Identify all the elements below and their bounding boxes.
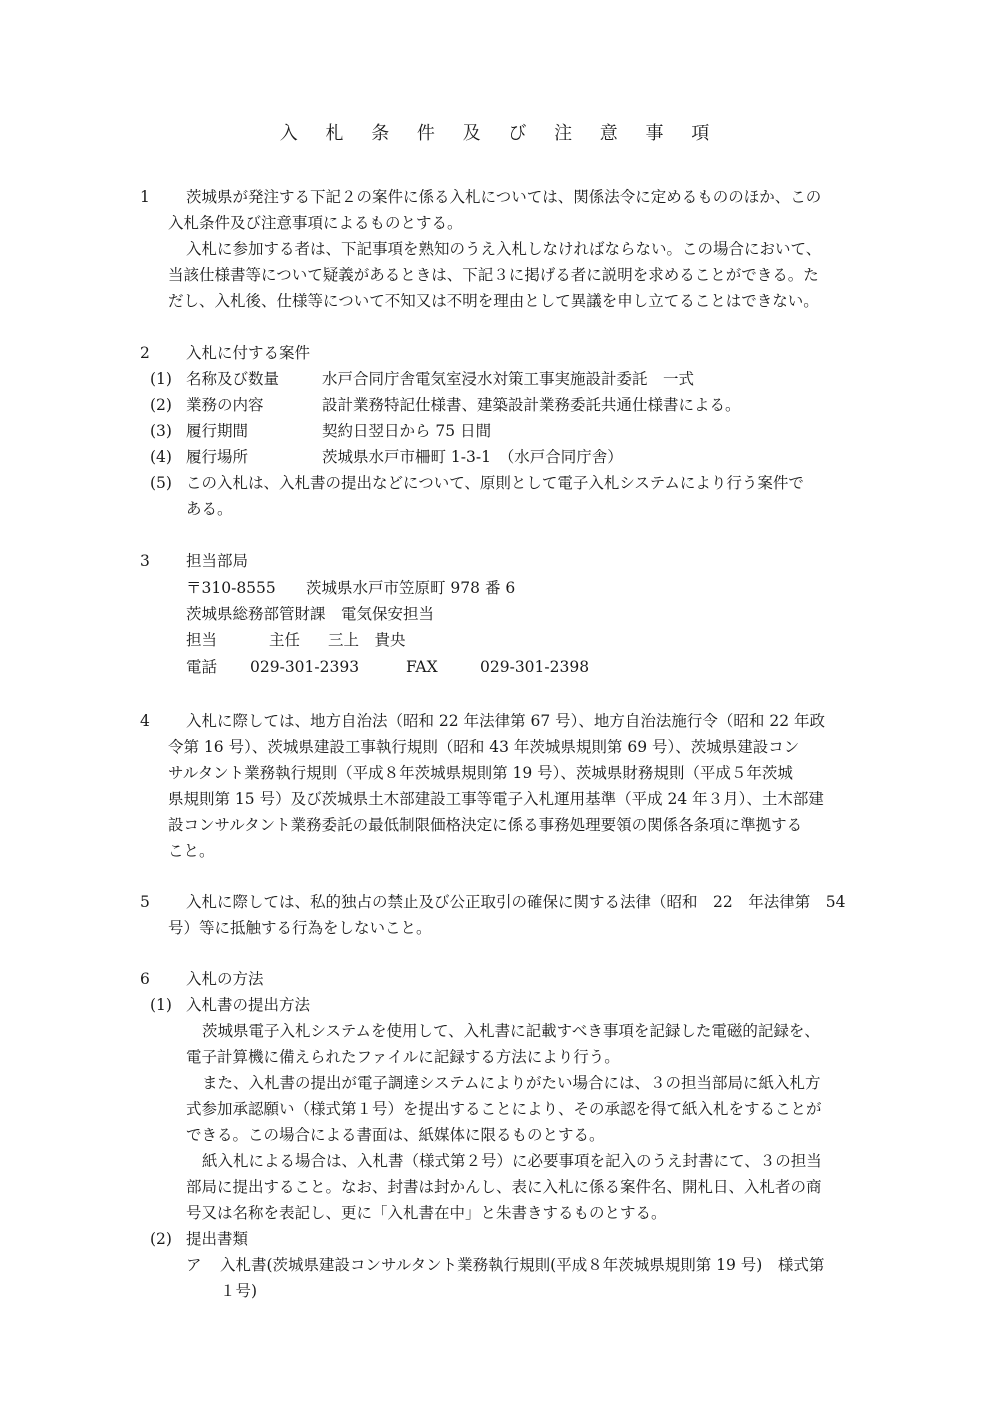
- sub-1-line: 式参加承認願い（様式第１号）を提出することにより、その承認を得て紙入札をすることが: [186, 1100, 822, 1118]
- item-mark: (4): [150, 448, 172, 466]
- item-mark: (1): [150, 370, 172, 388]
- contact-phone: [186, 654, 589, 680]
- sub-1-line: 部局に提出すること。なお、封書は封かんし、表に入札に係る案件名、開札日、入札者の商: [186, 1178, 822, 1196]
- sub-1-line: 号又は名称を表記し、更に「入札書在中」と朱書きするものとする。: [186, 1204, 667, 1222]
- contact-person: [186, 627, 406, 653]
- section-4-line: 入札に際しては、地方自治法（昭和 22 年法律第 67 号）、地方自治法施行令（昭和 22 年政: [186, 712, 825, 730]
- sub-1-line: できる。この場合による書面は、紙媒体に限るものとする。: [186, 1126, 605, 1144]
- section-4-line: 設コンサルタント業務委託の最低制限価格決定に係る事務処理要領の関係各条項に準拠する: [168, 816, 803, 834]
- section-4-line: サルタント業務執行規則（平成８年茨城県規則第 19 号）、茨城県財務規則（平成５年茨城: [168, 764, 793, 782]
- section-1-line: だし、入札後、仕様等について不知又は不明を理由として異議を申し立てることはできない。: [168, 292, 819, 310]
- list-item-line: １号): [220, 1282, 258, 1300]
- section-4-number: 4: [140, 712, 150, 730]
- sub-heading: 提出書類: [186, 1230, 249, 1248]
- item-5-line: ある。: [186, 500, 233, 518]
- street-address: 茨城県水戸市笠原町 978 番 6: [306, 579, 516, 597]
- item-label: 業務の内容: [186, 396, 264, 414]
- tel-number: 029-301-2393: [250, 658, 360, 676]
- contact-address: [186, 575, 515, 601]
- section-1-line: 当該仕様書等について疑義があるときは、下記３に掲げる者に説明を求めることができる。た: [168, 266, 819, 284]
- sub-heading: 入札書の提出方法: [186, 996, 311, 1014]
- section-4-line: 令第 16 号）、茨城県建設工事執行規則（昭和 43 年茨城県規則第 69 号）、茨城県建設コン: [168, 738, 800, 756]
- sub-1-line: また、入札書の提出が電子調達システムによりがたい場合には、３の担当部局に紙入札方: [202, 1074, 821, 1092]
- item-name-quantity: [186, 366, 694, 392]
- section-1-line: 入札に参加する者は、下記事項を熟知のうえ入札しなければならない。この場合において、: [186, 240, 822, 258]
- section-5-number: 5: [140, 893, 150, 911]
- item-mark: (2): [150, 396, 172, 414]
- item-location: [186, 444, 623, 470]
- list-mark: ア: [186, 1256, 202, 1274]
- item-value: 設計業務特記仕様書、建築設計業務委託共通仕様書による。: [322, 396, 741, 414]
- list-item-line: 入札書(茨城県建設コンサルタント業務執行規則(平成８年茨城県規則第 19 号) 様式第: [220, 1256, 825, 1274]
- item-work-content: [186, 392, 741, 418]
- postal-code: 〒310-8555: [186, 579, 276, 597]
- item-label: 履行場所: [186, 448, 249, 466]
- item-mark: (5): [150, 474, 172, 492]
- item-label: 名称及び数量: [186, 370, 280, 388]
- item-mark: (3): [150, 422, 172, 440]
- section-6-heading: 入札の方法: [186, 970, 264, 988]
- section-5-line: 号）等に抵触する行為をしないこと。: [168, 919, 432, 937]
- sub-1-line: 茨城県電子入札システムを使用して、入札書に記載すべき事項を記録した電磁的記録を、: [202, 1022, 820, 1040]
- item-label: 履行期間: [186, 422, 249, 440]
- section-2-number: 2: [140, 344, 150, 362]
- contact-department: 茨城県総務部管財課 電気保安担当: [186, 605, 435, 623]
- item-value: 契約日翌日から 75 日間: [322, 422, 492, 440]
- sub-1-line: 紙入札による場合は、入札書（様式第２号）に必要事項を記入のうえ封書にて、３の担当: [202, 1152, 822, 1170]
- item-value: 水戸合同庁舎電気室浸水対策工事実施設計委託 一式: [322, 370, 695, 388]
- section-5-line: 入札に際しては、私的独占の禁止及び公正取引の確保に関する法律（昭和 22 年法律第 54: [186, 893, 846, 911]
- fax-label: FAX: [406, 658, 438, 676]
- section-2-heading: 入札に付する案件: [186, 344, 311, 362]
- sub-1-line: 電子計算機に備えられたファイルに記録する方法により行う。: [186, 1048, 620, 1066]
- person-name: 三上 貴央: [328, 631, 406, 649]
- item-value: 茨城県水戸市柵町 1-3-1 （水戸合同庁舎）: [322, 448, 623, 466]
- document-title: 入 札 条 件 及 び 注 意 事 項: [279, 123, 721, 144]
- section-1-line: 入札条件及び注意事項によるものとする。: [168, 214, 463, 232]
- section-3-heading: 担当部局: [186, 552, 249, 570]
- person-label: 担当: [186, 631, 218, 649]
- person-title: 主任: [269, 631, 301, 649]
- item-period: [186, 418, 491, 444]
- fax-number: 029-301-2398: [480, 658, 590, 676]
- section-1-number: 1: [140, 188, 150, 206]
- section-4-line: こと。: [168, 842, 215, 860]
- section-4-line: 県規則第 15 号）及び茨城県土木部建設工事等電子入札運用基準（平成 24 年３月）、土木部建: [168, 790, 824, 808]
- section-3-number: 3: [140, 552, 150, 570]
- sub-mark: (2): [150, 1230, 172, 1248]
- tel-label: 電話: [186, 658, 218, 676]
- item-5-line: この入札は、入札書の提出などについて、原則として電子入札システムにより行う案件で: [186, 474, 804, 492]
- section-1-line: 茨城県が発注する下記２の案件に係る入札については、関係法令に定めるもののほか、この: [186, 188, 822, 206]
- section-6-number: 6: [140, 970, 150, 988]
- sub-mark: (1): [150, 996, 172, 1014]
